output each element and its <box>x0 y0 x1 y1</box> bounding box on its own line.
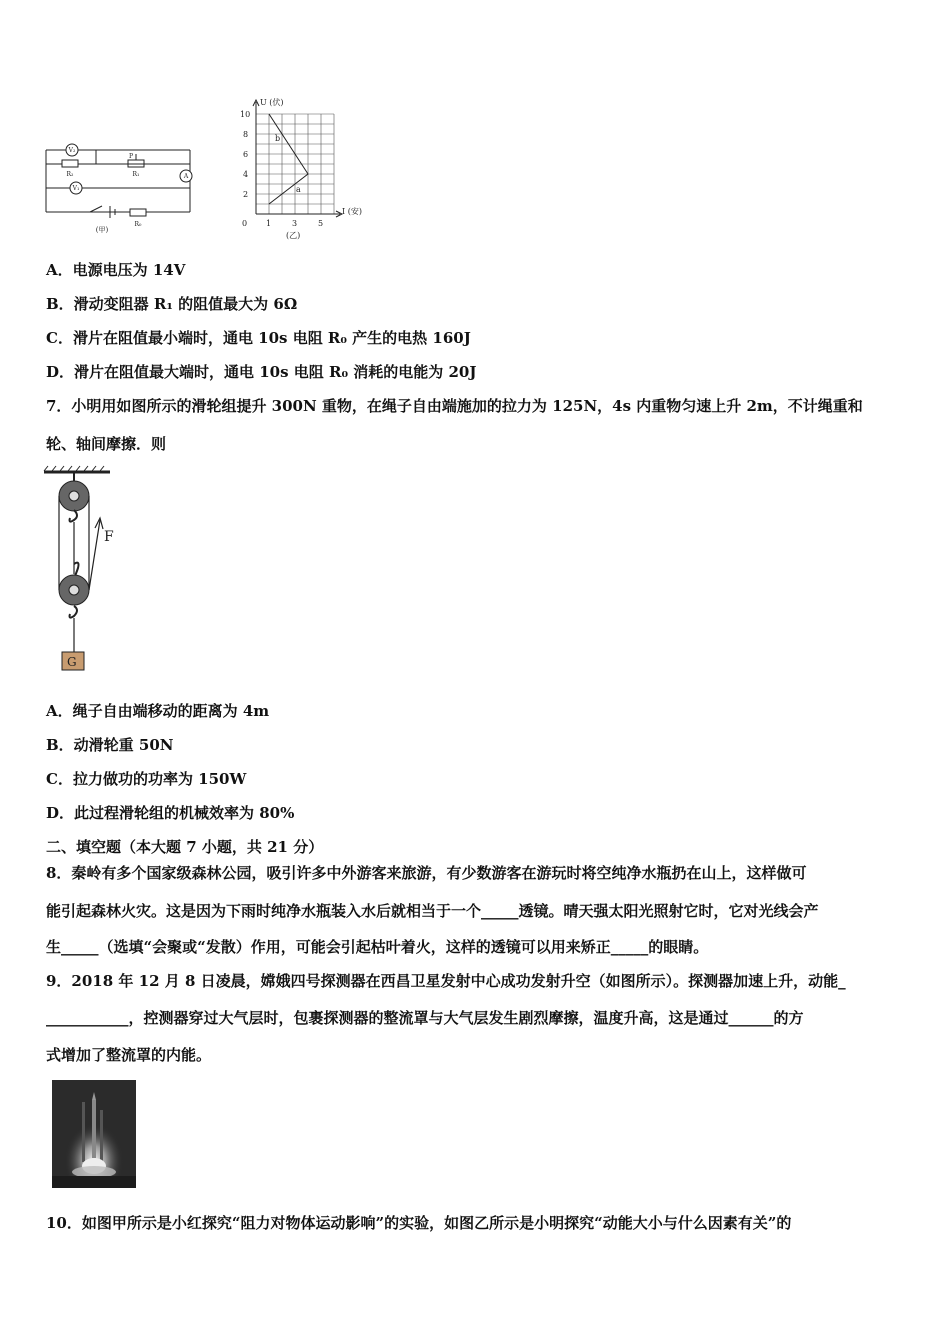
x-tick-5: 5 <box>318 219 324 228</box>
r1-label: R₁ <box>132 171 140 178</box>
q8-line2: 能引起森林火灾。这是因为下雨时纯净水瓶装入水后就相当于一个_____透镜。晴天强太阳光照射它时，它对光线会产 <box>46 902 819 920</box>
line-b-label: b <box>275 134 281 143</box>
q8-line3: 生_____（选填“会聚或“发散）作用，可能会引起枯叶着火，这样的透镜可以用来矫正_____的眼睛。 <box>46 938 709 956</box>
ui-graph <box>232 96 382 244</box>
rocket-launch-photo <box>52 1080 136 1188</box>
q9-line1: 9．2018 年 12 月 8 日凌晨，嫦娥四号探测器在西昌卫星发射中心成功发射升空（如图所示）。探测器加速上升，动能_ <box>46 972 846 990</box>
y-tick-10: 10 <box>240 110 251 119</box>
weight-g-label: G <box>67 655 77 669</box>
section-heading: 二、填空题（本大题 7 小题，共 21 分） <box>46 838 324 856</box>
x-tick-0: 0 <box>242 219 248 228</box>
x-tick-1: 1 <box>266 219 272 228</box>
circuit-diagram <box>40 140 200 240</box>
v1-label: V₁ <box>72 185 80 192</box>
force-f-label: F <box>104 529 114 545</box>
circuit-caption: (甲) <box>95 226 109 234</box>
q7-stem-line1: 7．小明用如图所示的滑轮组提升 300N 重物，在绳子自由端施加的拉力为 125N，4s 内重物匀速上升 2m，不计绳重和 <box>46 397 863 415</box>
y-tick-6: 6 <box>243 150 249 159</box>
v2-label: V₂ <box>68 147 76 154</box>
ammeter-label: A <box>183 173 189 180</box>
q7-option-a: A．绳子自由端移动的距离为 4m <box>46 702 270 720</box>
y-tick-2: 2 <box>243 190 249 199</box>
q6-option-a: A．电源电压为 14V <box>46 261 186 279</box>
q9-line3: 式增加了整流罩的内能。 <box>46 1046 212 1064</box>
q9-line2: ___________，控测器穿过大气层时，包裹探测器的整流罩与大气层发生剧烈摩擦，温度升高，这是通过______的方 <box>46 1009 804 1027</box>
q7-option-d: D．此过程滑轮组的机械效率为 80% <box>46 804 295 822</box>
pulley-diagram <box>40 464 130 674</box>
q10-line1: 10．如图甲所示是小红探究“阻力对物体运动影响”的实验，如图乙所示是小明探究“动能大小与什么因素有关”的 <box>46 1214 792 1232</box>
r0-label: R₀ <box>134 221 142 228</box>
q7-option-c: C．拉力做功的功率为 150W <box>46 770 247 788</box>
r2-label: R₂ <box>66 171 74 178</box>
x-tick-3: 3 <box>292 219 298 228</box>
q6-option-d: D．滑片在阻值最大端时，通电 10s 电阻 R₀ 消耗的电能为 20J <box>46 363 477 381</box>
x-axis-label: I (安) <box>342 207 362 216</box>
q6-option-c: C．滑片在阻值最小端时，通电 10s 电阻 R₀ 产生的电热 160J <box>46 329 471 347</box>
slider-p-label: P <box>128 153 134 160</box>
y-tick-8: 8 <box>243 130 249 139</box>
q7-stem-line2: 轮、轴间摩擦．则 <box>46 435 167 453</box>
q6-option-b: B．滑动变阻器 R₁ 的阻值最大为 6Ω <box>46 295 298 313</box>
line-a-label: a <box>296 185 301 194</box>
y-axis-label: U (伏) <box>260 98 284 107</box>
graph-caption: (乙) <box>286 231 301 240</box>
y-tick-4: 4 <box>243 170 249 179</box>
q8-line1: 8．秦岭有多个国家级森林公园，吸引许多中外游客来旅游，有少数游客在游玩时将空纯净水瓶扔在山上，这样做可 <box>46 864 807 882</box>
q7-option-b: B．动滑轮重 50N <box>46 736 174 754</box>
